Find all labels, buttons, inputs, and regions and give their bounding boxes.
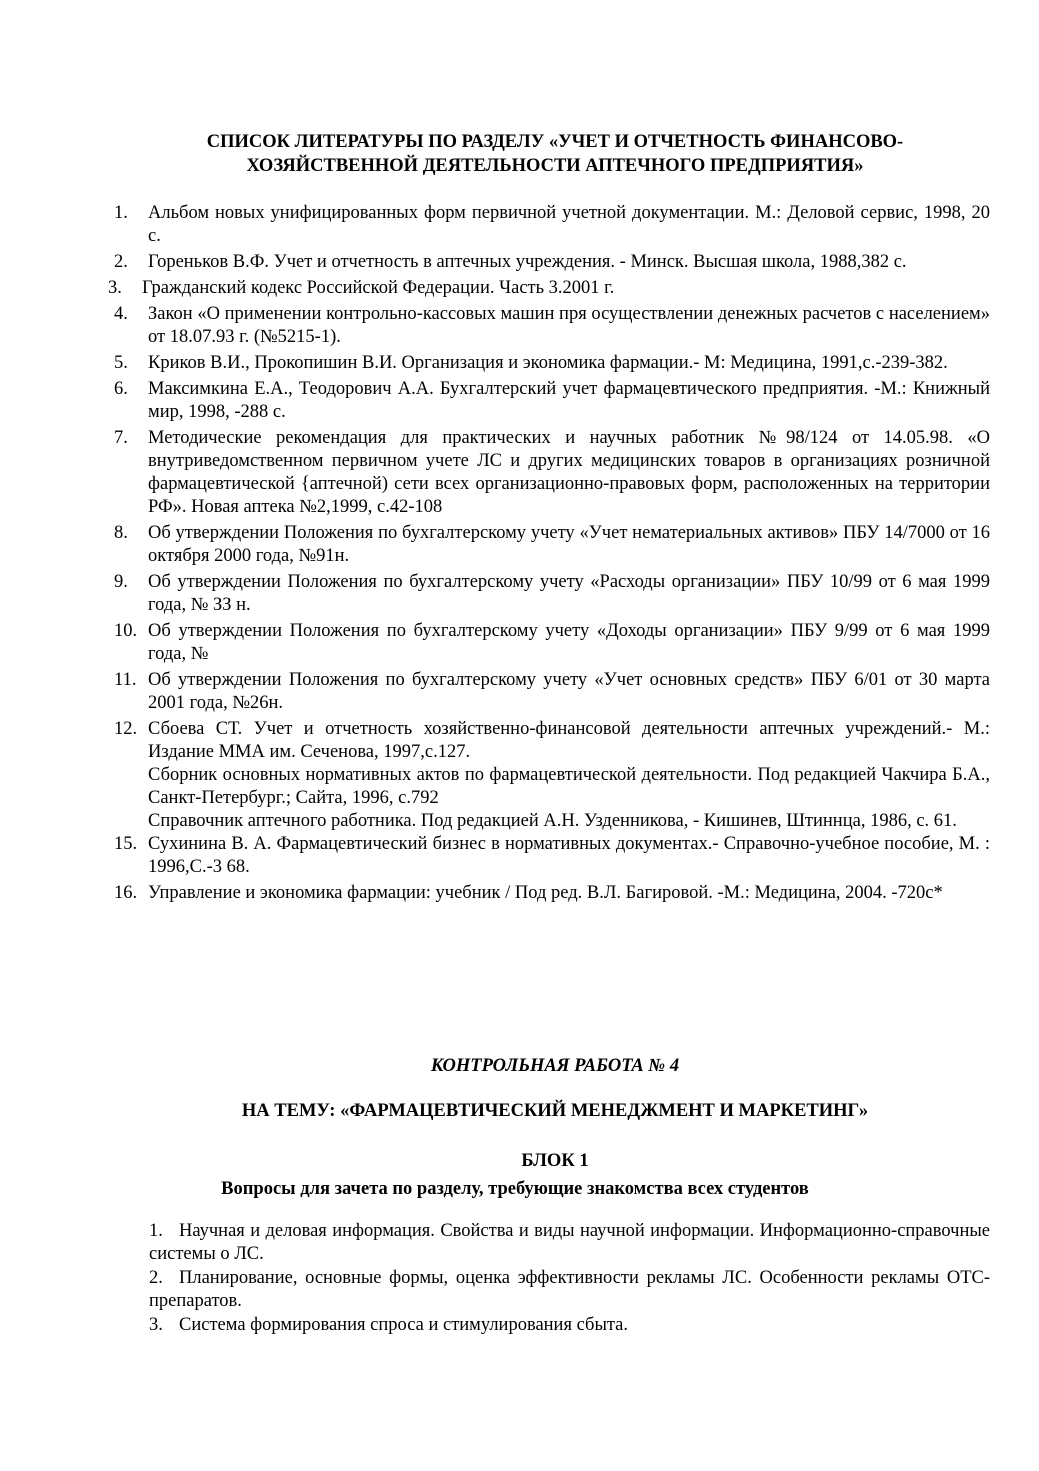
references-title-line2: ХОЗЯЙСТВЕННОЙ ДЕЯТЕЛЬНОСТИ АПТЕЧНОГО ПРЕДПРИЯТИЯ» — [246, 156, 864, 176]
reference-text: Гореньков В.Ф. Учет и отчетность в аптечных учреждения. - Минск. Высшая школа, 1988,382 с. — [148, 252, 907, 272]
reference-item — [108, 571, 990, 617]
reference-item — [108, 427, 990, 519]
reference-item — [108, 202, 990, 248]
question-number: 1. — [149, 1221, 163, 1241]
reference-number: 3. — [108, 278, 122, 298]
reference-number: 9. — [114, 572, 128, 592]
reference-number: 15. — [114, 834, 138, 854]
reference-number: 5. — [114, 353, 128, 373]
question-text: Планирование, основные формы, оценка эффективности рекламы ЛС. Особенности рекламы ОТС-препаратов. — [149, 1268, 990, 1311]
reference-text: Об утверждении Положения по бухгалтерскому учету «Учет нематериальных активов» ПБУ 14/7000 от 16 октября 2000 года, №91н. — [148, 523, 990, 566]
questions-list — [149, 1220, 990, 1338]
reference-text: Альбом новых унифицированных форм первичной учетной документации. М.: Деловой сервис, 1998, 20 с. — [148, 203, 990, 246]
reference-text: Методические рекомендация для практических и научных работник №98/124 от 14.05.98. «О внутриведомственном первичном учете ЛС и других медицинских товаров в организациях розничной фармацевтической {аптечной) сети всех организационно-правовых форм, расположенных на территории РФ». Новая аптека №2,1999, с.42-108 — [148, 428, 990, 517]
control-work-heading: КОНТРОЛЬНАЯ РАБОТА № 4 — [430, 1056, 680, 1076]
reference-text: Об утверждении Положения по бухгалтерскому учету «Расходы организации» ПБУ 10/99 от 6 мая 1999 года, № ЗЗ н. — [148, 572, 990, 615]
reference-text: Максимкина Е.А., Теодорович А.А. Бухгалтерский учет фармацевтического предприятия. -М.: Книжный мир, 1998, -288 с. — [148, 379, 990, 422]
reference-number: 16. — [114, 883, 138, 903]
question-item — [149, 1220, 990, 1266]
reference-number: 6. — [114, 379, 128, 399]
reference-text: Об утверждении Положения по бухгалтерскому учету «Учет основных средств» ПБУ 6/01 от 30 марта 2001 года, №26н. — [148, 670, 990, 713]
reference-item — [108, 378, 990, 424]
reference-number: 8. — [114, 523, 128, 543]
reference-item — [108, 620, 990, 666]
reference-item — [108, 833, 990, 879]
reference-text: Сбоева СТ. Учет и отчетность хозяйственно-финансовой деятельности аптечных учреждений.- М.: Издание ММА им. Сеченова, 1997,с.127. — [148, 719, 990, 762]
reference-text: Гражданский кодекс Российской Федерации. Часть 3.2001 г. — [142, 278, 615, 298]
reference-number: 10. — [114, 621, 138, 641]
reference-item — [108, 810, 990, 833]
reference-item — [108, 277, 990, 300]
question-text: Система формирования спроса и стимулирования сбыта. — [179, 1315, 629, 1335]
question-item — [149, 1267, 990, 1313]
reference-item — [108, 352, 990, 375]
reference-item — [108, 718, 990, 764]
block-subtitle: Вопросы для зачета по разделу, требующие знакомства всех студентов — [221, 1179, 809, 1199]
theme-heading: НА ТЕМУ: «ФАРМАЦЕВТИЧЕСКИЙ МЕНЕДЖМЕНТ И МАРКЕТИНГ» — [241, 1101, 869, 1121]
references-title-line1: СПИСОК ЛИТЕРАТУРЫ ПО РАЗДЕЛУ «УЧЕТ И ОТЧЕТНОСТЬ ФИНАНСОВО- — [206, 132, 904, 152]
question-number: 2. — [149, 1268, 163, 1288]
reference-number: 7. — [114, 428, 128, 448]
reference-item — [108, 303, 990, 349]
reference-text: Об утверждении Положения по бухгалтерскому учету «Доходы организации» ПБУ 9/99 от 6 мая 1999 года, № — [148, 621, 990, 664]
question-number: 3. — [149, 1315, 163, 1335]
references-title — [120, 130, 990, 178]
reference-item — [108, 669, 990, 715]
reference-item — [108, 251, 990, 274]
reference-text: Сухинина В. А. Фармацевтический бизнес в нормативных документах.- Справочно-учебное пособие, М. : 1996,С.-3 68. — [148, 834, 990, 877]
reference-number: 11. — [114, 670, 137, 690]
references-list — [108, 202, 990, 908]
reference-number: 12. — [114, 719, 138, 739]
block-title: БЛОК 1 — [521, 1151, 589, 1171]
reference-text: Справочник аптечного работника. Под редакцией А.Н. Узденникова, - Кишинев, Штиннца, 1986, с. 61. — [148, 811, 957, 831]
reference-number: 1. — [114, 203, 128, 223]
reference-item — [108, 882, 990, 905]
reference-text: Сборник основных нормативных актов по фармацевтической деятельности. Под редакцией Чакчира Б.А., Санкт-Петербург.; Сайта, 1996, с.792 — [148, 765, 990, 808]
question-text: Научная и деловая информация. Свойства и виды научной информации. Информационно-справочные системы о ЛС. — [149, 1221, 990, 1264]
reference-text: Криков В.И., Прокопишин В.И. Организация и экономика фармации.- М: Медицина, 1991,с.-239-382. — [148, 353, 948, 373]
reference-item — [108, 522, 990, 568]
reference-text: Управление и экономика фармации: учебник / Под ред. В.Л. Багировой. -М.: Медицина, 2004. -720с* — [148, 883, 943, 903]
reference-number: 4. — [114, 304, 128, 324]
reference-text: Закон «О применении контрольно-кассовых машин пря осуществлении денежных расчетов с населением» от 18.07.93 г. (№5215-1). — [148, 304, 990, 347]
reference-item — [108, 764, 990, 810]
reference-number: 2. — [114, 252, 128, 272]
question-item — [149, 1314, 990, 1337]
